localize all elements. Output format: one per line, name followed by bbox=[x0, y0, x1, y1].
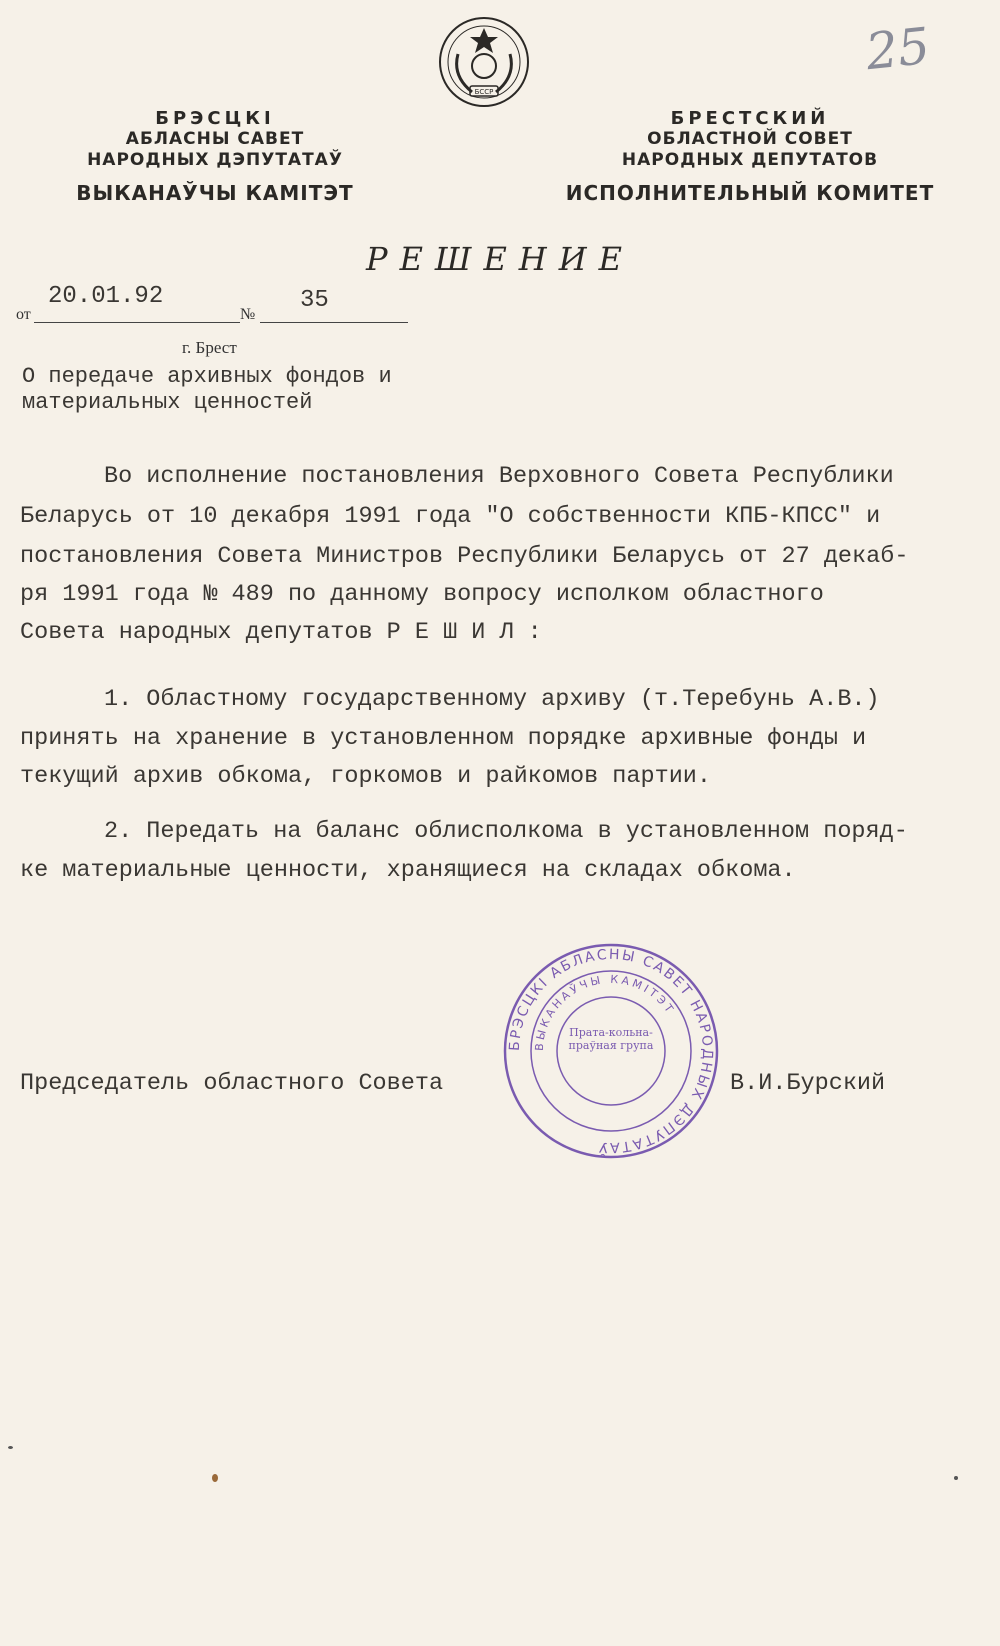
date-value: 20.01.92 bbox=[48, 283, 164, 310]
paper-mark bbox=[954, 1476, 958, 1480]
stamp-center-text: Прата-кольна-праўная група bbox=[568, 1026, 654, 1052]
body-line: Во исполнение постановления Верховного Совета Республики bbox=[104, 463, 894, 490]
header-right-line2: ОБЛАСТНОЙ СОВЕТ bbox=[647, 129, 853, 149]
body-line: Совета народных депутатов Р Е Ш И Л : bbox=[20, 619, 542, 646]
document-type-title: РЕШЕНИЕ bbox=[366, 240, 634, 278]
header-left-line3: НАРОДНЫХ ДЭПУТАТАЎ bbox=[87, 150, 343, 170]
body-line: ке материальные ценности, хранящиеся на складах обкома. bbox=[20, 857, 796, 884]
body-line: постановления Совета Министров Республики Беларусь от 27 декаб- bbox=[20, 543, 909, 570]
number-label: № bbox=[240, 306, 256, 323]
paper-mark bbox=[8, 1446, 13, 1449]
signature-name: В.И.Бурский bbox=[730, 1070, 886, 1097]
page-number: 25 bbox=[863, 16, 933, 82]
header-right-line1: БРЕСТСКИЙ bbox=[670, 108, 830, 129]
body-line: 1. Областному государственному архиву (т.Теребунь А.В.) bbox=[104, 686, 880, 713]
header-left-line4: ВЫКАНАЎЧЫ КАМІТЭТ bbox=[76, 181, 354, 205]
date-label: от bbox=[16, 306, 31, 323]
emblem-label: БССР bbox=[474, 88, 494, 96]
body-line: ря 1991 года № 489 по данному вопросу исполком областного bbox=[20, 581, 824, 608]
header-russian bbox=[540, 108, 960, 205]
header-belarusian bbox=[50, 108, 380, 205]
paper-mark bbox=[212, 1474, 218, 1482]
city-label: г. Брест bbox=[182, 338, 237, 357]
number-underline bbox=[260, 322, 408, 323]
body-line: текущий архив обкома, горкомов и райкомов партии. bbox=[20, 763, 712, 790]
date-underline bbox=[34, 322, 240, 323]
header-left-line1: БРЭСЦКІ bbox=[155, 108, 275, 129]
official-stamp bbox=[500, 940, 722, 1162]
signature-title: Председатель областного Совета bbox=[20, 1070, 444, 1097]
body-line: принять на хранение в установленном порядке архивные фонды и bbox=[20, 725, 867, 752]
subject-line1: О передаче архивных фондов и bbox=[22, 364, 392, 389]
header-right-line4: ИСПОЛНИТЕЛЬНЫЙ КОМИТЕТ bbox=[565, 181, 935, 205]
header-left-line2: АБЛАСНЫ САВЕТ bbox=[125, 129, 305, 149]
subject bbox=[22, 364, 392, 416]
emblem-icon bbox=[436, 14, 532, 110]
body-line: 2. Передать на баланс облисполкома в установленном поряд- bbox=[104, 818, 908, 845]
stamp-outer-text: БРЭСЦКІ АБЛАСНЫ САВЕТ НАРОДНЫХ ДЭПУТАТАЎ bbox=[506, 946, 716, 1156]
header-right-line3: НАРОДНЫХ ДЕПУТАТОВ bbox=[621, 150, 879, 170]
stamp-inner-text: ВЫКАНАЎЧЫ КАМІТЭТ bbox=[532, 972, 678, 1052]
subject-line2: материальных ценностей bbox=[22, 390, 313, 415]
number-value: 35 bbox=[300, 287, 329, 314]
body-line: Беларусь от 10 декабря 1991 года "О собственности КПБ-КПСС" и bbox=[20, 503, 881, 530]
